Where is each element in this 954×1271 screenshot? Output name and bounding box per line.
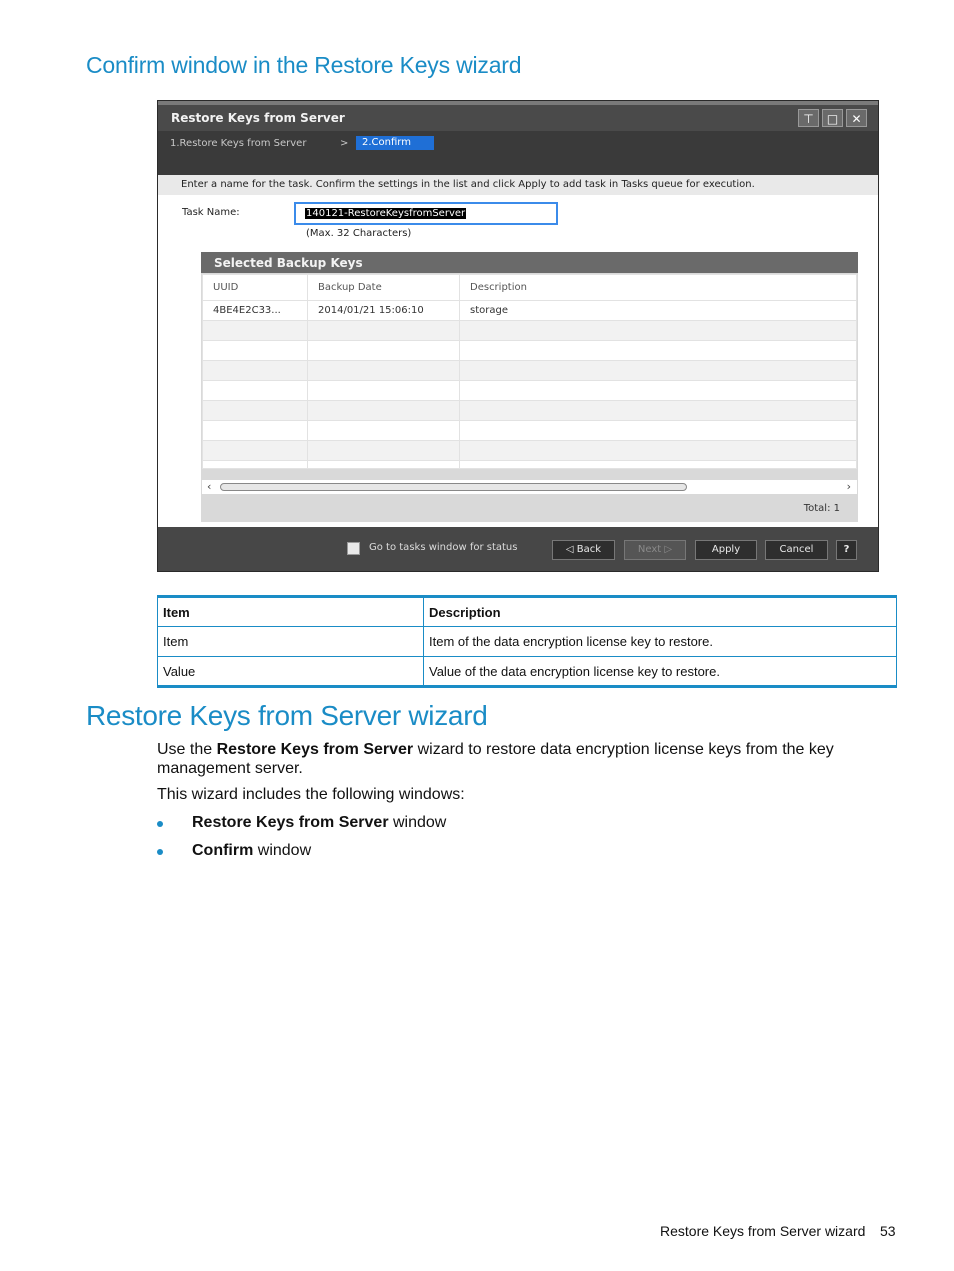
empty-row	[203, 381, 857, 401]
scroll-left-icon[interactable]: ‹	[207, 480, 212, 493]
go-to-tasks-checkbox[interactable]	[347, 542, 360, 555]
task-name-input[interactable]	[294, 202, 558, 225]
bullet-bold: Restore Keys from Server	[192, 814, 389, 831]
header-item: Item	[158, 597, 424, 627]
bullet-icon	[157, 849, 163, 855]
header-description: Description	[424, 597, 897, 627]
cell-backup-date: 2014/01/21 15:06:10	[308, 301, 460, 321]
empty-row	[203, 321, 857, 341]
table-row[interactable]	[203, 301, 857, 321]
intro-text-bold: Restore Keys from Server	[216, 741, 414, 758]
column-header-backup-date[interactable]: Backup Date	[308, 275, 460, 301]
close-icon[interactable]: ✕	[846, 109, 867, 127]
item-description-table	[157, 595, 897, 688]
table-header-row	[158, 597, 897, 627]
selected-backup-keys-panel	[201, 252, 858, 522]
maximize-icon[interactable]: □	[822, 109, 843, 127]
instruction-bar	[158, 175, 878, 195]
intro-text-post: wizard to restore data encryption license keys from the key management server.	[157, 741, 834, 777]
cell-item: Value	[158, 657, 424, 687]
help-button[interactable]: ?	[836, 540, 857, 560]
bullet-bold: Confirm	[192, 842, 254, 859]
empty-row	[203, 461, 857, 469]
bullet-rest: window	[253, 842, 312, 859]
table-row	[158, 657, 897, 687]
total-count: Total: 1	[803, 503, 840, 514]
horizontal-scrollbar[interactable]	[202, 480, 857, 494]
pin-icon[interactable]: ⊤	[798, 109, 819, 127]
task-name-value: 140121-RestoreKeysfromServer	[306, 208, 466, 219]
bullet-icon	[157, 821, 163, 827]
empty-row	[203, 341, 857, 361]
window-title: Restore Keys from Server	[171, 111, 345, 125]
empty-row	[203, 361, 857, 381]
cell-description: Item of the data encryption license key to restore.	[424, 627, 897, 657]
empty-row	[203, 421, 857, 441]
next-button[interactable]: Next ▷	[624, 540, 686, 560]
cancel-button[interactable]: Cancel	[765, 540, 828, 560]
intro-paragraph	[157, 740, 867, 778]
go-to-tasks-label: Go to tasks window for status	[369, 542, 518, 553]
grid-header-row	[203, 275, 857, 301]
empty-row	[203, 441, 857, 461]
window-titlebar	[158, 105, 878, 131]
panel-title: Selected Backup Keys	[214, 256, 363, 270]
cell-description: storage	[460, 301, 857, 321]
column-header-uuid[interactable]: UUID	[203, 275, 308, 301]
main-heading: Restore Keys from Server wizard	[86, 700, 488, 731]
bullet-rest: window	[388, 814, 447, 831]
wizard-body	[158, 175, 878, 527]
section-heading: Confirm window in the Restore Keys wizard	[86, 52, 522, 78]
instruction-text: Enter a name for the task. Confirm the settings in the list and click Apply to add task in Tasks queue for execution.	[181, 179, 755, 190]
page-number: 53	[880, 1223, 896, 1239]
breadcrumb-step-2: 2.Confirm	[356, 136, 434, 150]
intro-text-pre: Use the	[157, 741, 217, 758]
windows-paragraph: This wizard includes the following windows:	[157, 786, 465, 803]
scroll-right-icon[interactable]: ›	[846, 480, 851, 493]
screenshot-restore-keys-confirm	[157, 100, 879, 572]
scroll-thumb[interactable]	[220, 483, 687, 491]
cell-description: Value of the data encryption license key to restore.	[424, 657, 897, 687]
table-row	[158, 627, 897, 657]
breadcrumb	[158, 131, 878, 175]
breadcrumb-separator: >	[340, 138, 349, 149]
column-header-description[interactable]: Description	[460, 275, 857, 301]
backup-keys-grid	[202, 274, 857, 469]
panel-header	[201, 252, 858, 273]
breadcrumb-step-1[interactable]: 1.Restore Keys from Server	[170, 138, 307, 149]
cell-uuid: 4BE4E2C33...	[203, 301, 308, 321]
footer-label: Restore Keys from Server wizard	[660, 1223, 866, 1239]
empty-row	[203, 401, 857, 421]
max-chars-hint: (Max. 32 Characters)	[306, 228, 412, 239]
back-button[interactable]: ◁ Back	[552, 540, 615, 560]
cell-item: Item	[158, 627, 424, 657]
task-name-label: Task Name:	[182, 207, 240, 218]
wizard-footer	[158, 527, 878, 571]
apply-button[interactable]: Apply	[695, 540, 757, 560]
